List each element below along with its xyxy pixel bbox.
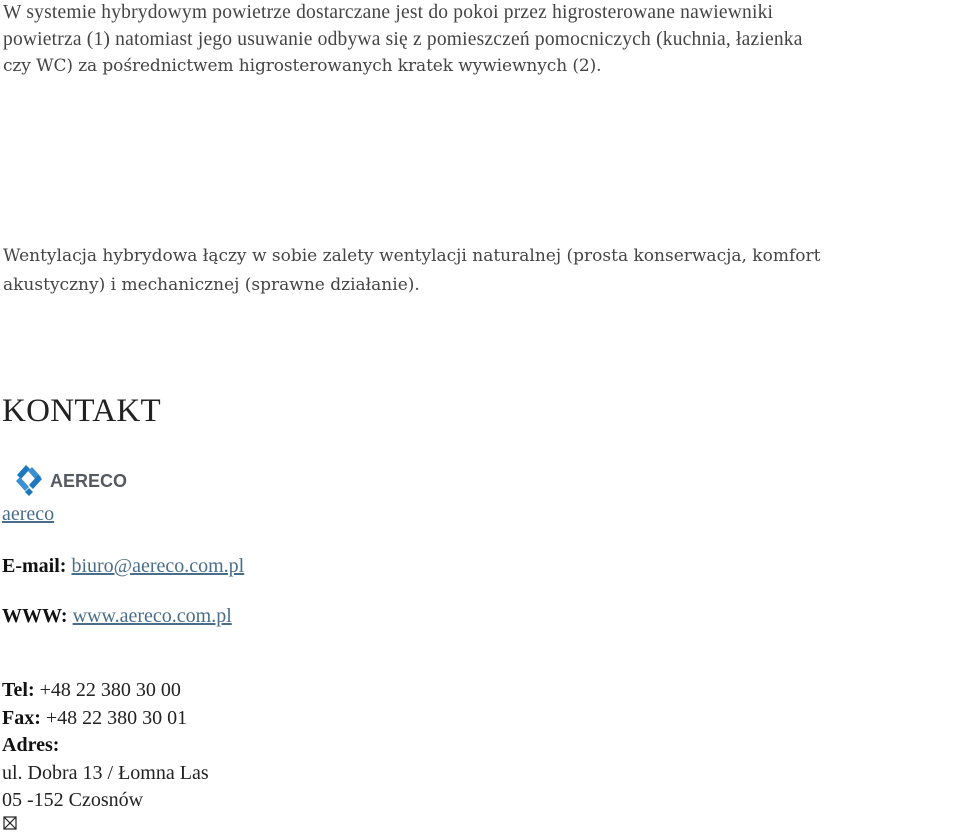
fax-value: +48 22 380 30 01	[45, 706, 188, 729]
www-link[interactable]: www.aereco.com.pl	[72, 605, 232, 627]
intro-line-2: powietrza (1) natomiast jego usuwanie odbywa się z pomieszczeń pomocniczych (kuchnia, łazienka	[3, 28, 803, 50]
www-row	[2, 605, 232, 628]
contact-details	[2, 677, 209, 815]
email-row	[2, 555, 244, 578]
tel-row	[2, 677, 209, 705]
logo-wordmark: AERECO	[50, 471, 128, 491]
fax-row	[2, 705, 209, 733]
fax-label: Fax:	[2, 706, 41, 729]
tel-value: +48 22 380 30 00	[39, 679, 181, 701]
aereco-logo-icon	[12, 462, 132, 498]
address-line-1: ul. Dobra 13 / Łomna Las	[2, 761, 209, 784]
email-link[interactable]: biuro@aereco.com.pl	[71, 555, 245, 577]
address-line-2: 05 -152 Czosnów	[2, 789, 144, 811]
tel-label: Tel:	[2, 679, 35, 701]
email-label: E-mail:	[2, 555, 67, 577]
address-row	[2, 732, 209, 760]
intro-line-1: W systemie hybrydowym powietrze dostarczane jest do pokoi przez higrosterowane nawiewniki	[3, 2, 774, 23]
contact-heading: KONTAKT	[2, 393, 161, 429]
logo-mark	[16, 465, 42, 496]
aereco-link[interactable]: aereco	[2, 503, 55, 525]
crossed-box-icon	[3, 816, 17, 830]
intro-paragraph	[3, 0, 959, 80]
hybrid-line-2: akustyczny) i mechanicznej (sprawne działanie).	[3, 275, 420, 295]
www-label: WWW:	[2, 605, 68, 627]
hybrid-line-1: Wentylacja hybrydowa łączy w sobie zalety wentylacji naturalnej (prosta konserwacja, komfort	[3, 246, 821, 266]
address-label: Adres:	[2, 734, 60, 756]
hybrid-paragraph	[3, 242, 959, 300]
intro-line-3: czy WC) za pośrednictwem higrosterowanych kratek wywiewnych (2).	[3, 56, 602, 76]
